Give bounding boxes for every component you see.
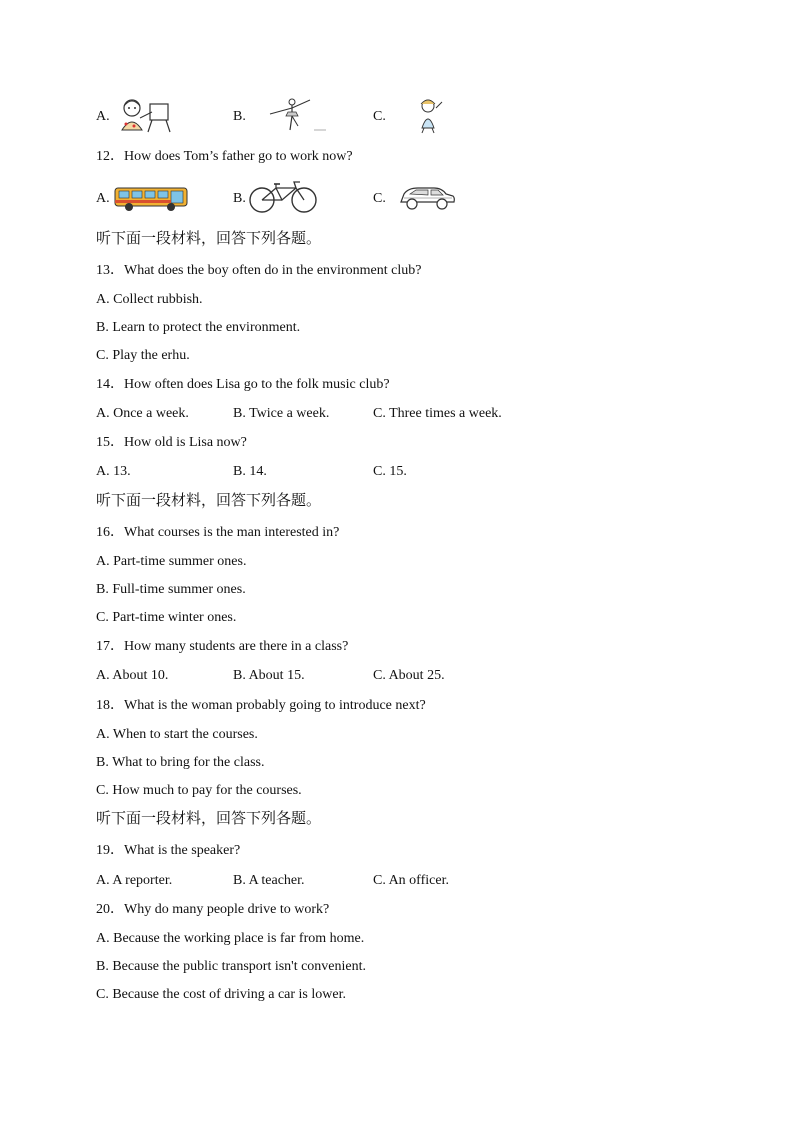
q20-option-a: A. Because the working place is far from home. (96, 931, 365, 946)
q14-option-b: B. Twice a week. (233, 406, 330, 421)
q12-option-b-label: B. (233, 191, 246, 206)
q19-question: 19．What is the speaker? (96, 843, 241, 858)
q13-option-b: B. Learn to protect the environment. (96, 320, 301, 335)
q17-question: 17．How many students are there in a class? (96, 639, 349, 654)
girl-singing-icon (410, 98, 450, 134)
q19-option-a: A. A reporter. (96, 873, 173, 888)
q18-option-c: C. How much to pay for the courses. (96, 783, 302, 798)
q12-question: 12．How does Tom’s father go to work now? (96, 149, 353, 164)
q14-option-c: C. Three times a week. (373, 406, 502, 421)
q20-option-c: C. Because the cost of driving a car is lower. (96, 987, 346, 1002)
q15-question: 15．How old is Lisa now? (96, 435, 247, 450)
section-header: 听下面一段材料，回答下列各题。 (96, 229, 322, 247)
q13-option-a: A. Collect rubbish. (96, 292, 203, 307)
q18-option-a: A. When to start the courses. (96, 727, 258, 742)
q15-option-a: A. 13. (96, 464, 131, 479)
q11-option-a-label: A. (96, 109, 110, 124)
q14-question: 14．How often does Lisa go to the folk music club? (96, 377, 390, 392)
section-header: 听下面一段材料，回答下列各题。 (96, 809, 322, 827)
q17-option-a: A. About 10. (96, 668, 169, 683)
q20-option-b: B. Because the public transport isn't convenient. (96, 959, 367, 974)
car-icon (398, 184, 456, 212)
q14-option-a: A. Once a week. (96, 406, 189, 421)
bicycle-icon (248, 180, 318, 214)
section-header: 听下面一段材料，回答下列各题。 (96, 491, 322, 509)
q19-option-c: C. An officer. (373, 873, 449, 888)
q12-option-a-label: A. (96, 191, 110, 206)
q18-question: 18．What is the woman probably going to introduce next? (96, 698, 426, 713)
q15-option-c: C. 15. (373, 464, 407, 479)
q17-option-b: B. About 15. (233, 668, 305, 683)
q18-option-b: B. What to bring for the class. (96, 755, 265, 770)
bus-icon (113, 184, 189, 214)
q13-option-c: C. Play the erhu. (96, 348, 190, 363)
q16-option-c: C. Part-time winter ones. (96, 610, 237, 625)
q20-question: 20．Why do many people drive to work? (96, 902, 330, 917)
q11-option-c-label: C. (373, 109, 386, 124)
q16-option-a: A. Part-time summer ones. (96, 554, 247, 569)
ballet-dancer-icon (262, 96, 332, 134)
q19-option-b: B. A teacher. (233, 873, 305, 888)
girl-painting-icon (112, 98, 176, 134)
q13-question: 13．What does the boy often do in the environment club? (96, 263, 422, 278)
q15-option-b: B. 14. (233, 464, 267, 479)
q17-option-c: C. About 25. (373, 668, 445, 683)
q16-question: 16．What courses is the man interested in? (96, 525, 340, 540)
q16-option-b: B. Full-time summer ones. (96, 582, 246, 597)
q11-option-b-label: B. (233, 109, 246, 124)
q12-option-c-label: C. (373, 191, 386, 206)
